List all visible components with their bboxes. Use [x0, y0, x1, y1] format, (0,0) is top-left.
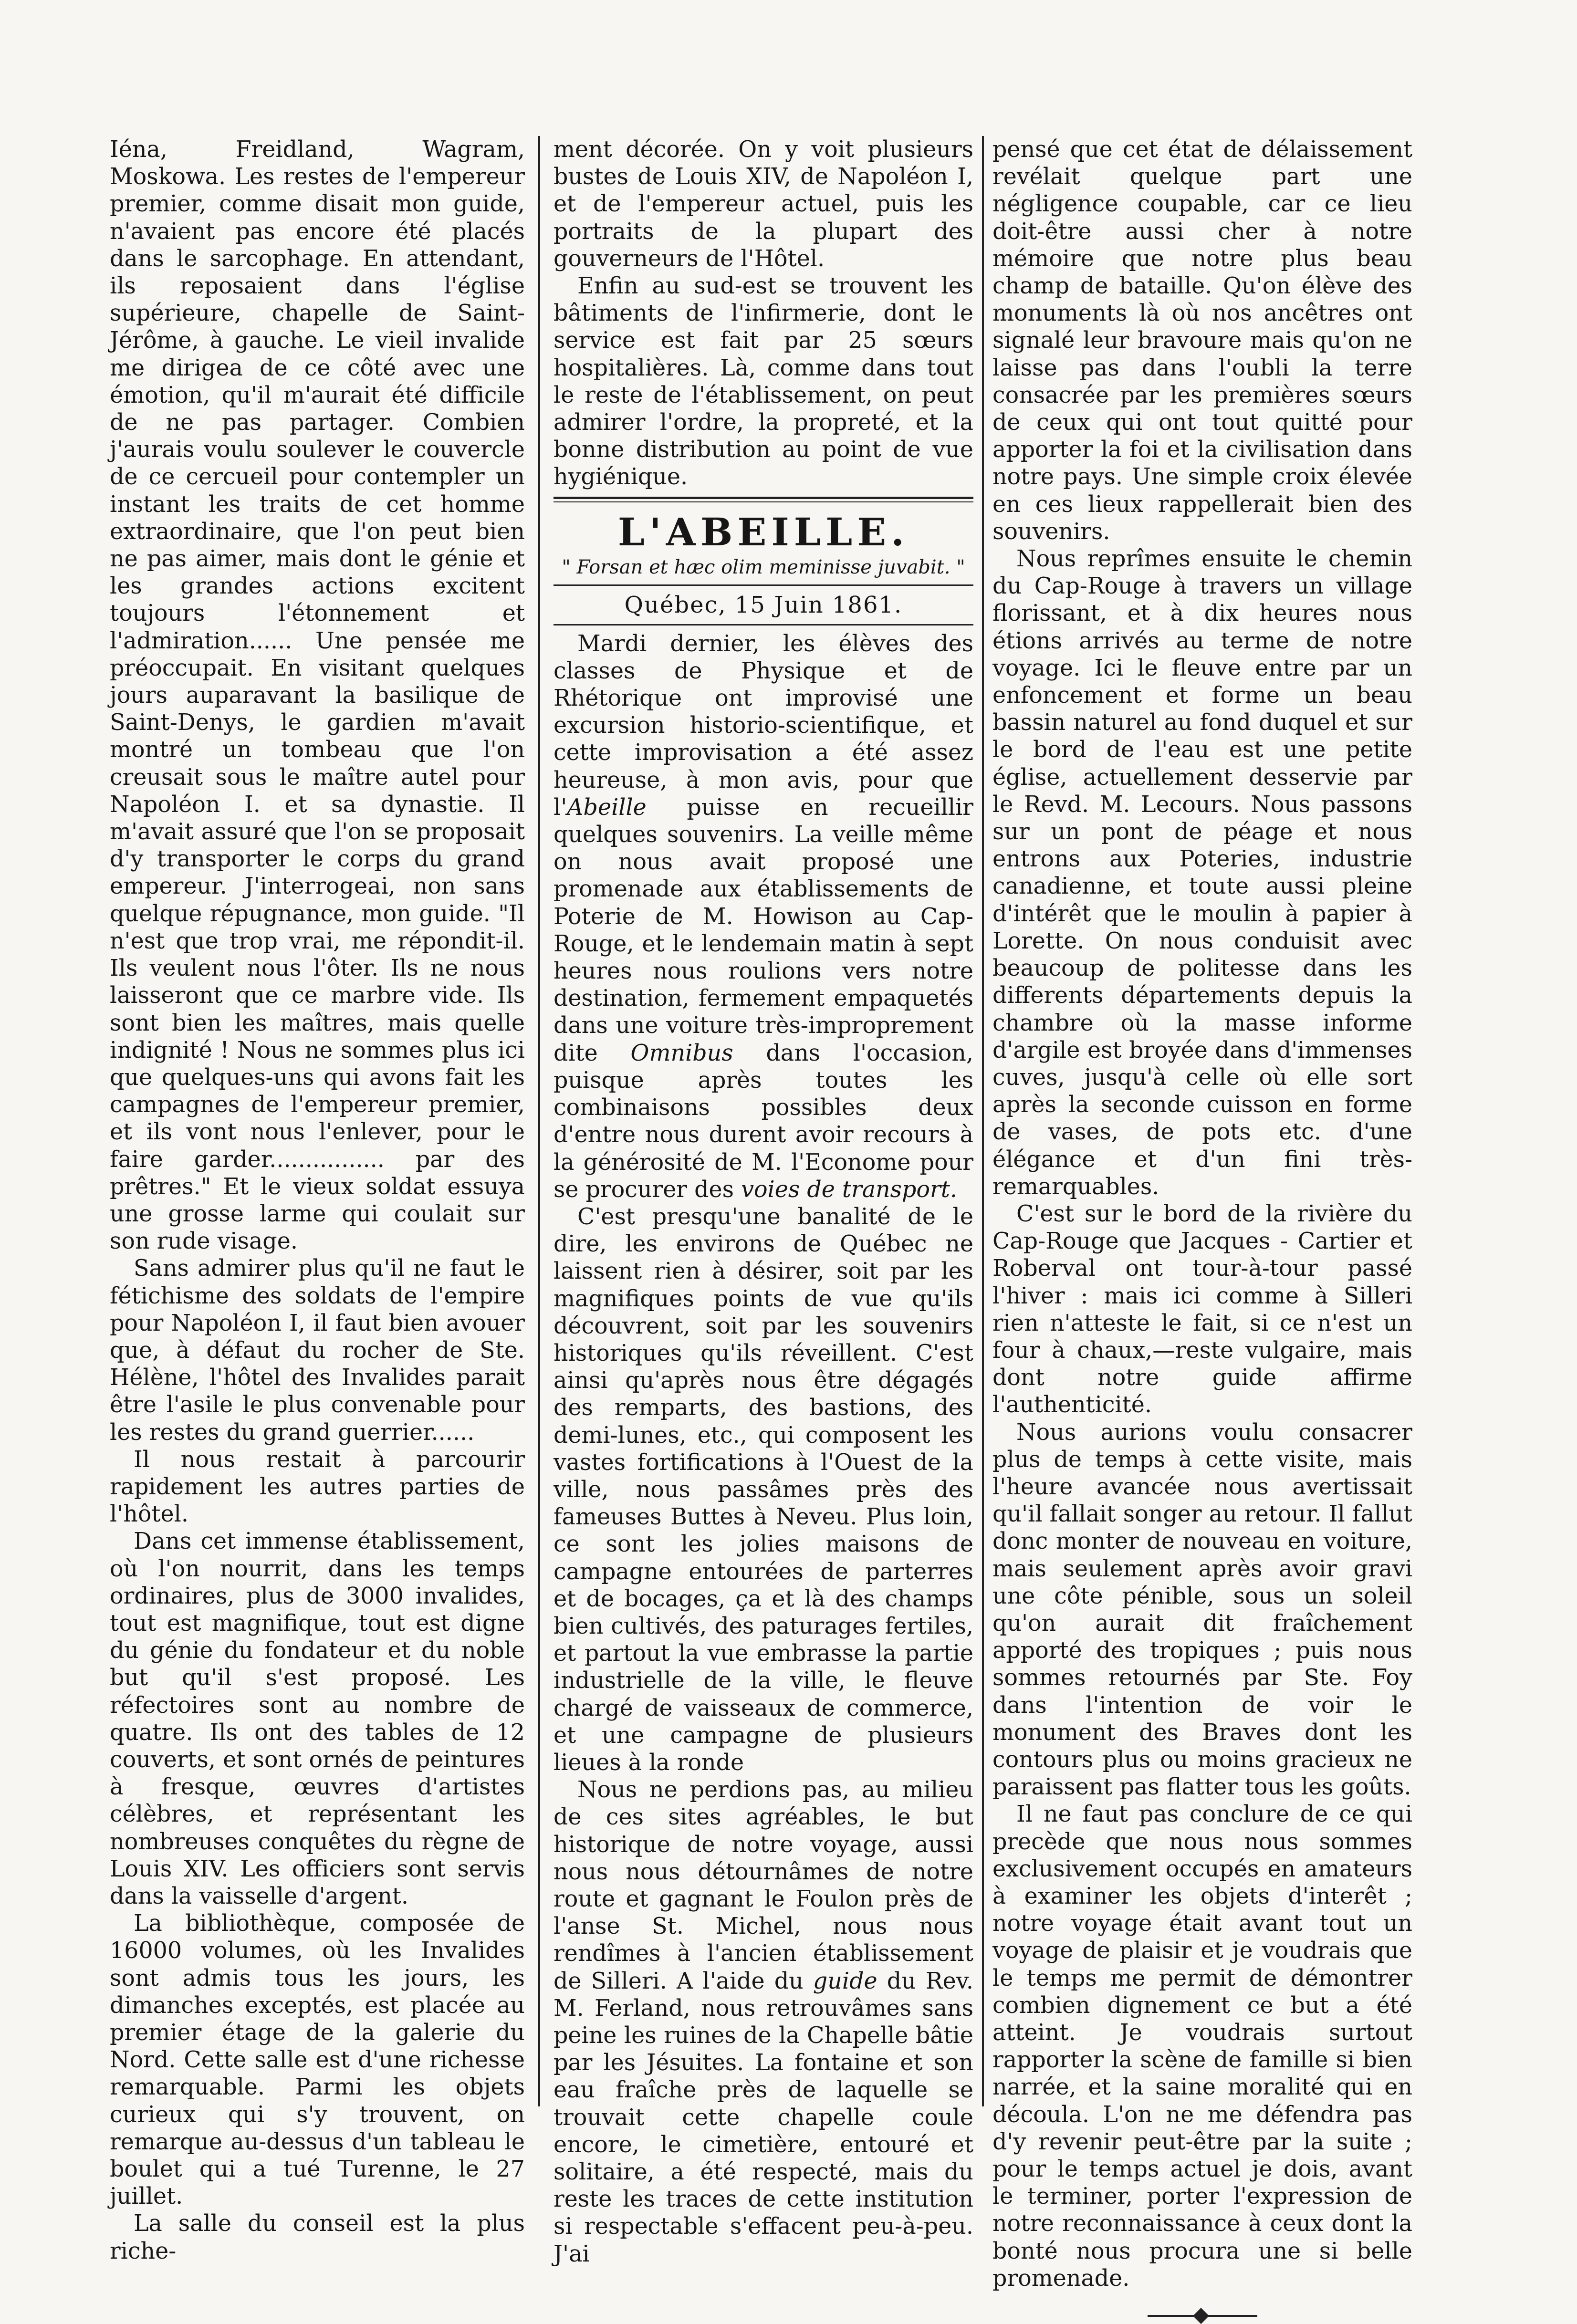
paragraph: Iéna, Freidland, Wagram, Moskowa. Les restes de l'empereur premier, comme disait mon guide, n'avaient pas encore été placés dans le sarcophage. En attendant, ils reposaient dans l'église supérieure, chapelle de Saint-Jérôme, à gauche. Le vieil invalide me dirigea de ce côté avec une émotion, qu'il m'aurait été difficile de ne pas partager. Combien j'aurais voulu soulever le couvercle de ce cercueil pour contempler un instant les traits de cet homme extraordinaire, que l'on peut bien ne pas aimer, mais dont le génie et les grandes actions excitent toujours l'étonnement et l'admiration...... Une pensée me préoccupait. En visitant quelques jours auparavant la basilique de Saint-Denys, le gardien m'avait montré un tombeau que l'on creusait sous le maître autel pour Napoléon I. et sa dynastie. Il m'avait assuré que l'on se proposait d'y transporter le corps du grand empereur. J'interrogeai, non sans quelque répugnance, mon guide. "Il n'est que trop vrai, me répondit-il. Ils veulent nous l'ôter. Ils ne nous laisseront que ce marbre vide. Ils sont bien les maîtres, mais quelle indignité ! Nous ne sommes plus ici que quelques-uns qui avons fait les campagnes de l'empereur premier, et ils vont nous l'enlever, pour le faire garder................ par des prêtres." Et le vieux soldat essuya une grosse larme qui coulait sur son rude visage.	[110, 136, 525, 1255]
paragraph: Nous ne perdions pas, au milieu de ces sites agréables, le but historique de notre voyage, aussi nous nous détournâmes de notre route et gagnant le Foulon près de l'anse St. Michel, nous nous rendîmes à l'ancien établissement de Silleri. A l'aide du guide du Rev. M. Ferland, nous retrouvâmes sans peine les ruines de la Chapelle bâtie par les Jésuites. La fontaine et son eau fraîche près de laquelle se trouvait cette chapelle coule encore, le cimetière, entouré et solitaire, a été respecté, mais du reste les traces de cette institution si respectable s'effacent peu-à-peu. J'ai	[554, 1777, 974, 2267]
paragraph: Nous reprîmes ensuite le chemin du Cap-Rouge à travers un village florissant, et à dix heures nous étions arrivés au terme de notre voyage. Ici le fleuve entre par un enfoncement et forme un beau bassin naturel au fond duquel et sur le bord de l'eau est une petite église, actuellement desservie par le Revd. M. Lecours. Nous passons sur un pont de péage et nous entrons aux Poteries, industrie canadienne, et toute aussi pleine d'intérêt que le moulin à papier à Lorette. On nous conduisit avec beaucoup de politesse dans les differents départements depuis la chambre où la masse informe d'argile est broyée dans d'immenses cuves, jusqu'à celle où elle sort après la seconde cuisson en forme de vases, de pots etc. d'une élégance et d'un fini très-remarquables.	[992, 546, 1412, 1200]
masthead-motto: " Forsan et hæc olim meminisse juvabit. "	[562, 556, 965, 578]
paragraph: Sans admirer plus qu'il ne faut le fétichisme des soldats de l'empire pour Napoléon I, il faut bien avouer que, à défaut du rocher de Ste. Hélène, l'hôtel des Invalides parait être l'asile le plus convenable pour les restes du grand guerrier......	[110, 1255, 525, 1446]
column-3	[992, 136, 1412, 2292]
paragraph: pensé que cet état de délaissement revélait quelque part une négligence coupable, car ce lieu doit-être aussi cher à notre mémoire que notre plus beau champ de bataille. Qu'on élève des monuments là où nos ancêtres ont signalé leur bravoure mais qu'on ne laisse pas dans l'oubli la terre consacrée par les premières sœurs de ceux qui ont tout quitté pour apporter la foi et la civilisation dans notre pays. Une simple croix élevée en ces lieux rappellerait bien des souvenirs.	[992, 136, 1412, 545]
masthead-title: L'ABEILLE.	[617, 509, 909, 554]
paragraph: Mardi dernier, les élèves des classes de Physique et de Rhétorique ont improvisé une excursion historio-scientifique, et cette improvisation a été assez heureuse, à mon avis, pour que l'Abeille puisse en recueillir quelques souvenirs. La veille même on nous avait proposé une promenade aux établissements de Poterie de M. Howison au Cap-Rouge, et le lendemain matin à sept heures nous roulions vers notre destination, fermement empaquetés dans une voiture très-improprement dite Omnibus dans l'occasion, puisque après toutes les combinaisons possibles deux d'entre nous durent avoir recours à la générosité de M. l'Econome pour se procurer des voies de transport.	[554, 630, 973, 1203]
paragraph: ment décorée. On y voit plusieurs bustes de Louis XIV, de Napoléon I, et de l'empereur actuel, puis les portraits de la plupart des gouverneurs de l'Hôtel.	[554, 136, 973, 272]
paragraph: Enfin au sud-est se trouvent les bâtiments de l'infirmerie, dont le service est fait par 25 sœurs hospitalières. Là, comme dans tout le reste de l'établissement, on peut admirer l'ordre, la propreté, et la bonne distribution au point de vue hygiénique.	[554, 273, 973, 490]
italic-word: guide	[813, 1968, 877, 1994]
italic-word: voies de transport.	[741, 1176, 957, 1203]
paragraph: Nous aurions voulu consacrer plus de temps à cette visite, mais l'heure avancée nous avertissait qu'il fallait songer au retour. Il fallut donc monter de nouveau en voiture, mais seulement après avoir gravi une côte pénible, sous un soleil qu'on aurait dit fraîchement apporté des tropiques ; puis nous sommes retournés par Ste. Foy dans l'intention de voir le monument des Braves dont les contours plus ou moins gracieux ne paraissent pas flatter tous les goûts.	[992, 1419, 1412, 1801]
column-rule	[982, 136, 984, 2106]
paragraph: Il nous restait à parcourir rapidement les autres parties de l'hôtel.	[110, 1446, 525, 1528]
paragraph: La salle du conseil est la plus riche-	[110, 2210, 525, 2264]
paragraph: La bibliothèque, composée de 16000 volumes, où les Invalides sont admis tous les jours, les dimanches exceptés, est placée au premier étage de la galerie du Nord. Cette salle est d'une richesse remarquable. Parmi les objets curieux qui s'y trouvent, on remarque au-dessus d'un tableau le boulet qui a tué Turenne, le 27 juillet.	[110, 1910, 525, 2210]
masthead-top-rule	[554, 497, 973, 502]
paragraph: Dans cet immense établissement, où l'on nourrit, dans les temps ordinaires, plus de 3000 invalides, tout est magnifique, tout est digne du génie du fondateur et du noble but qu'il s'est proposé. Les réfectoires sont au nombre de quatre. Ils ont des tables de 12 couverts, et sont ornés de peintures à fresque, œuvres d'artistes célèbres, et représentant les nombreuses conquêtes du règne de Louis XIV. Les officiers sont servis dans la vaisselle d'argent.	[110, 1528, 525, 1909]
column-1	[110, 136, 525, 2264]
paragraph: C'est sur le bord de la rivière du Cap-Rouge que Jacques - Cartier et Roberval ont tour-à-tour passé l'hiver : mais ici comme à Silleri rien n'atteste le fait, si ce n'est un four à chaux,—reste vulgaire, mais dont notre guide affirme l'authenticité.	[992, 1200, 1412, 1418]
masthead-rule	[554, 584, 973, 586]
column-rule	[538, 136, 540, 2106]
masthead-bottom-rule	[554, 624, 973, 625]
column-2	[554, 136, 974, 2267]
masthead-date: Québec, 15 Juin 1861.	[624, 591, 903, 618]
italic-word: Abeille	[567, 794, 647, 821]
paragraph: Il ne faut pas conclure de ce qui precède que nous nous sommes exclusivement occupés en amateurs à examiner les objets d'interêt ; notre voyage était avant tout un voyage de plaisir et je voudrais que le temps me permit de démontrer combien dignement ce but a été atteint. Je voudrais surtout rapporter la scène de famille si bien narrée, et la saine moralité qui en découla. L'on ne me défendra pas d'y revenir peut-être par la suite ; pour le temps actuel je dois, avant le terminer, porter l'expression de notre reconnaissance à ceux dont la bonté nous procura une si belle promenade.	[992, 1801, 1412, 2292]
end-ornament	[1148, 2315, 1257, 2317]
paragraph: C'est presqu'une banalité de le dire, les environs de Québec ne laissent rien à désirer, soit par les magnifiques points de vue qu'ils découvrent, soit par les souvenirs historiques qu'ils réveillent. C'est ainsi qu'après nous être dégagés des remparts, des bastions, des demi-lunes, etc., qui composent les vastes fortifications à l'Ouest de la ville, nous passâmes près des fameuses Buttes à Neveu. Plus loin, ce sont les jolies maisons de campagne entourées de parterres et de bocages, ça et là des champs bien cultivés, des paturages fertiles, et partout la vue embrasse la partie industrielle de la ville, le fleuve chargé de vaisseaux de commerce, et une campagne de plusieurs lieues à la ronde	[554, 1203, 973, 1776]
italic-word: Omnibus	[630, 1040, 733, 1066]
